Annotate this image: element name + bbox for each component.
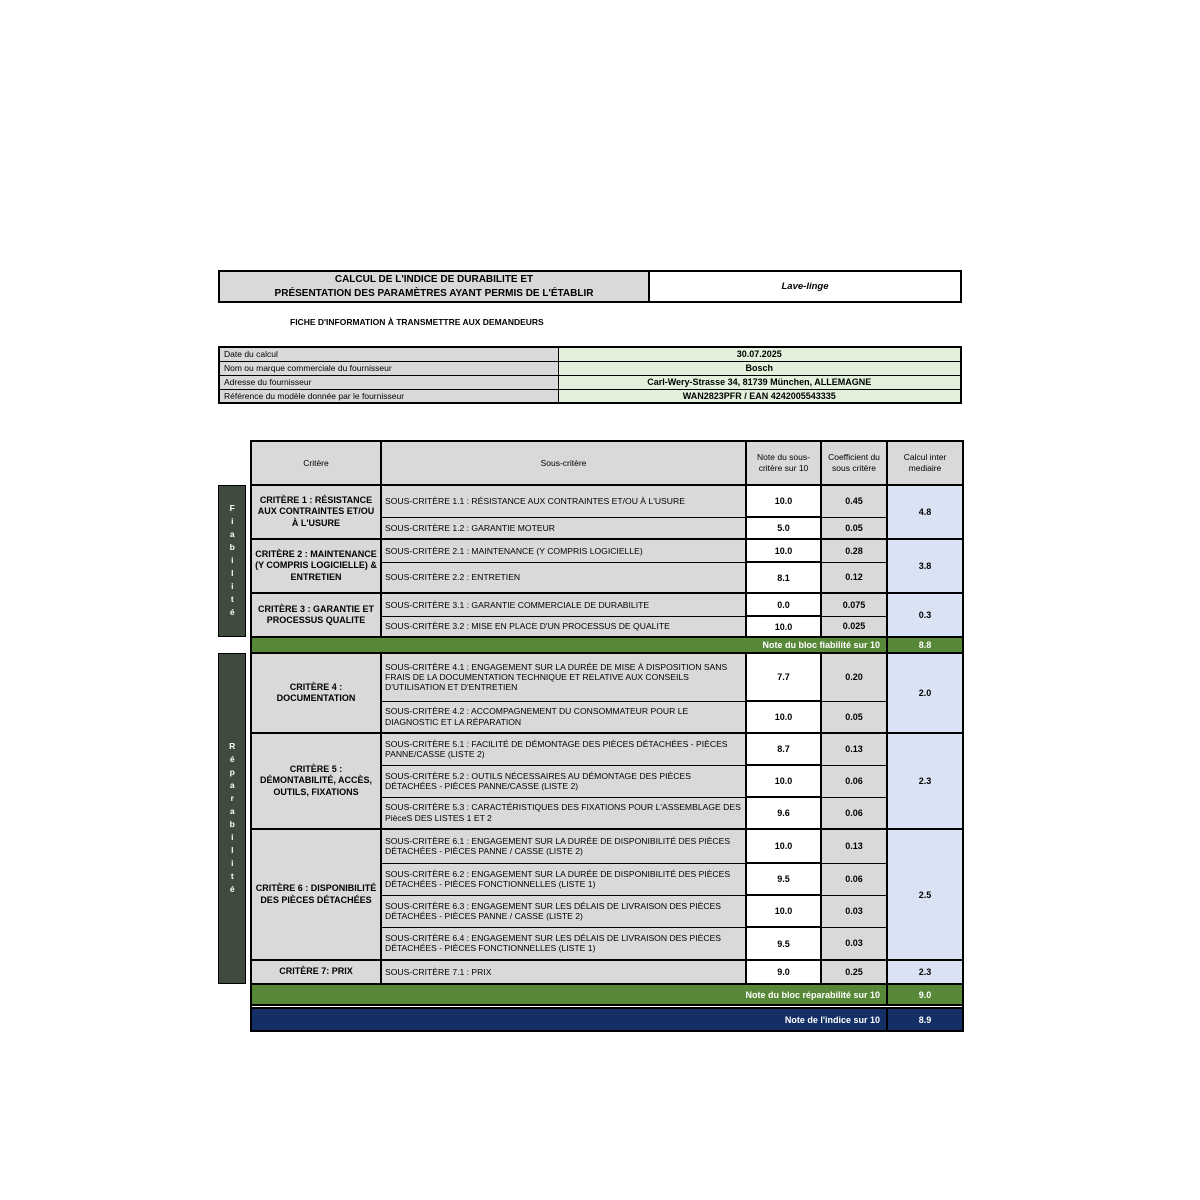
info-label: Référence du modèle donnée par le fournisseur — [219, 389, 558, 403]
note-cell: 9.5 — [746, 863, 821, 895]
column-header-note: Note du sous-critère sur 10 — [746, 441, 821, 485]
info-label: Date du calcul — [219, 347, 558, 361]
coefficient-cell: 0.45 — [821, 485, 887, 517]
sub-critere-cell: SOUS-CRITÈRE 6.2 : ENGAGEMENT SUR LA DURÉE DE DISPONIBILITÉ DES PIÈCES DÉTACHÉES - PIÈCES FONCTIONNELLES (LISTE 1) — [381, 863, 746, 895]
product-type-label: Lave-linge — [781, 281, 829, 292]
criteria-table — [250, 440, 964, 1032]
vertical-label-fiabilite: Fiabilité — [218, 485, 246, 637]
critere-cell: CRITÈRE 7: PRIX — [251, 960, 381, 984]
sub-critere-cell: SOUS-CRITÈRE 5.3 : CARACTÉRISTIQUES DES FIXATIONS POUR L'ASSEMBLAGE DES PièceS DES LISTES 1 ET 2 — [381, 797, 746, 829]
block-total-value: 8.8 — [887, 637, 963, 653]
critere-cell: CRITÈRE 1 : RÉSISTANCE AUX CONTRAINTES ET/OU À L'USURE — [251, 485, 381, 539]
coefficient-cell: 0.075 — [821, 593, 887, 616]
table-row — [251, 653, 963, 701]
note-cell: 10.0 — [746, 616, 821, 637]
note-cell: 10.0 — [746, 539, 821, 562]
sub-critere-cell: SOUS-CRITÈRE 1.1 : RÉSISTANCE AUX CONTRAINTES ET/OU À L'USURE — [381, 485, 746, 517]
sub-critere-cell: SOUS-CRITÈRE 6.3 : ENGAGEMENT SUR LES DÉLAIS DE LIVRAISON DES PIÈCES DÉTACHÉES - PIÈCES PANNE / CASSE (LISTE 2) — [381, 895, 746, 927]
info-value: 30.07.2025 — [558, 347, 961, 361]
critere-cell: CRITÈRE 2 : MAINTENANCE (Y COMPRIS LOGICIELLE) & ENTRETIEN — [251, 539, 381, 593]
critere-cell: CRITÈRE 5 : DÉMONTABILITÉ, ACCÈS, OUTILS, FIXATIONS — [251, 733, 381, 829]
sub-critere-cell: SOUS-CRITÈRE 2.1 : MAINTENANCE (Y COMPRIS LOGICIELLE) — [381, 539, 746, 562]
document-title-line2: PRÉSENTATION DES PARAMÈTRES AYANT PERMIS DE L'ÉTABLIR — [274, 287, 594, 299]
info-label: Nom ou marque commerciale du fournisseur — [219, 361, 558, 375]
calcul-cell: 2.5 — [887, 829, 963, 960]
sheet-content — [218, 270, 962, 1060]
coefficient-cell: 0.20 — [821, 653, 887, 701]
fiabilite-total-row — [251, 637, 963, 653]
sub-critere-cell: SOUS-CRITÈRE 5.1 : FACILITÉ DE DÉMONTAGE DES PIÈCES DÉTACHÉES - PIÈCES PANNE/CASSE (LISTE 2) — [381, 733, 746, 765]
table-row — [251, 733, 963, 765]
sub-critere-cell: SOUS-CRITÈRE 6.4 : ENGAGEMENT SUR LES DÉLAIS DE LIVRAISON DES PIÈCES DÉTACHÉES - PIÈCES FONCTIONNELLES (LISTE 1) — [381, 927, 746, 960]
coefficient-cell: 0.03 — [821, 895, 887, 927]
note-cell: 10.0 — [746, 895, 821, 927]
sub-critere-cell: SOUS-CRITÈRE 5.2 : OUTILS NÉCESSAIRES AU DÉMONTAGE DES PIÈCES DÉTACHÉES - PIÈCES PANNE/CASSE (LISTE 2) — [381, 765, 746, 797]
sub-critere-cell: SOUS-CRITÈRE 7.1 : PRIX — [381, 960, 746, 984]
coefficient-cell: 0.13 — [821, 733, 887, 765]
column-header-calcul: Calcul inter mediaire — [887, 441, 963, 485]
sub-critere-cell: SOUS-CRITÈRE 4.2 : ACCOMPAGNEMENT DU CONSOMMATEUR POUR LE DIAGNOSTIC ET LA RÉPARATION — [381, 701, 746, 733]
info-value: WAN2823PFR / EAN 4242005543335 — [558, 389, 961, 403]
product-type — [648, 270, 962, 303]
column-header-coefficient: Coefficient du sous critère — [821, 441, 887, 485]
table-row — [219, 389, 961, 403]
document-title-line1: CALCUL DE L'INDICE DE DURABILITE ET — [334, 274, 534, 285]
info-value: Bosch — [558, 361, 961, 375]
note-cell: 10.0 — [746, 485, 821, 517]
sub-critere-cell: SOUS-CRITÈRE 6.1 : ENGAGEMENT SUR LA DURÉE DE DISPONIBILITÉ DES PIÈCES DÉTACHÉES - PIÈCES PANNE / CASSE (LISTE 2) — [381, 829, 746, 863]
table-row — [219, 361, 961, 375]
note-cell: 9.6 — [746, 797, 821, 829]
sub-critere-cell: SOUS-CRITÈRE 4.1 : ENGAGEMENT SUR LA DURÉE DE MISE À DISPOSITION SANS FRAIS DE LA DOCUMENTATION TECHNIQUE ET RELATIVE AUX CONSEILS D'UTILISATION ET D'ENTRETIEN — [381, 653, 746, 701]
coefficient-cell: 0.12 — [821, 562, 887, 593]
table-row — [251, 960, 963, 984]
note-cell: 9.0 — [746, 960, 821, 984]
sub-critere-cell: SOUS-CRITÈRE 3.1 : GARANTIE COMMERCIALE DE DURABILITE — [381, 593, 746, 616]
document-title — [218, 270, 650, 303]
coefficient-cell: 0.13 — [821, 829, 887, 863]
supplier-info-table — [218, 346, 962, 404]
final-score-value: 8.9 — [887, 1008, 963, 1031]
coefficient-cell: 0.06 — [821, 797, 887, 829]
document-subtitle: FICHE D'INFORMATION À TRANSMETTRE AUX DEMANDEURS — [290, 317, 544, 327]
coefficient-cell: 0.25 — [821, 960, 887, 984]
calcul-cell: 2.3 — [887, 733, 963, 829]
calcul-cell: 2.0 — [887, 653, 963, 733]
calcul-cell: 0.3 — [887, 593, 963, 637]
column-header-sous-critere: Sous-critère — [381, 441, 746, 485]
sub-critere-cell: SOUS-CRITÈRE 2.2 : ENTRETIEN — [381, 562, 746, 593]
coefficient-cell: 0.05 — [821, 517, 887, 539]
coefficient-cell: 0.025 — [821, 616, 887, 637]
reparabilite-total-row — [251, 984, 963, 1005]
critere-cell: CRITÈRE 6 : DISPONIBILITÉ DES PIÈCES DÉTACHÉES — [251, 829, 381, 960]
table-row — [251, 539, 963, 562]
vertical-label-reparabilite: Réparabilité — [218, 653, 246, 984]
coefficient-cell: 0.03 — [821, 927, 887, 960]
note-cell: 10.0 — [746, 765, 821, 797]
calcul-cell: 3.8 — [887, 539, 963, 593]
column-header-critere: Critère — [251, 441, 381, 485]
sub-critere-cell: SOUS-CRITÈRE 1.2 : GARANTIE MOTEUR — [381, 517, 746, 539]
block-total-label: Note du bloc réparabilité sur 10 — [251, 984, 887, 1005]
calcul-cell: 2.3 — [887, 960, 963, 984]
coefficient-cell: 0.06 — [821, 765, 887, 797]
note-cell: 10.0 — [746, 829, 821, 863]
note-cell: 10.0 — [746, 701, 821, 733]
sub-critere-cell: SOUS-CRITÈRE 3.2 : MISE EN PLACE D'UN PROCESSUS DE QUALITE — [381, 616, 746, 637]
critere-cell: CRITÈRE 3 : GARANTIE ET PROCESSUS QUALITE — [251, 593, 381, 637]
critere-cell: CRITÈRE 4 : DOCUMENTATION — [251, 653, 381, 733]
note-cell: 9.5 — [746, 927, 821, 960]
table-row — [219, 347, 961, 361]
note-cell: 5.0 — [746, 517, 821, 539]
table-row — [251, 593, 963, 616]
coefficient-cell: 0.05 — [821, 701, 887, 733]
note-cell: 8.7 — [746, 733, 821, 765]
title-row — [218, 270, 962, 303]
table-header-row — [251, 441, 963, 485]
table-row — [251, 829, 963, 863]
note-cell: 8.1 — [746, 562, 821, 593]
note-cell: 7.7 — [746, 653, 821, 701]
calcul-cell: 4.8 — [887, 485, 963, 539]
final-score-row — [251, 1008, 963, 1031]
note-cell: 0.0 — [746, 593, 821, 616]
table-row — [251, 485, 963, 517]
coefficient-cell: 0.28 — [821, 539, 887, 562]
coefficient-cell: 0.06 — [821, 863, 887, 895]
block-total-label: Note du bloc fiabilité sur 10 — [251, 637, 887, 653]
info-value: Carl-Wery-Strasse 34, 81739 München, ALLEMAGNE — [558, 375, 961, 389]
final-score-label: Note de l'indice sur 10 — [251, 1008, 887, 1031]
table-row — [219, 375, 961, 389]
block-total-value: 9.0 — [887, 984, 963, 1005]
info-label: Adresse du fournisseur — [219, 375, 558, 389]
